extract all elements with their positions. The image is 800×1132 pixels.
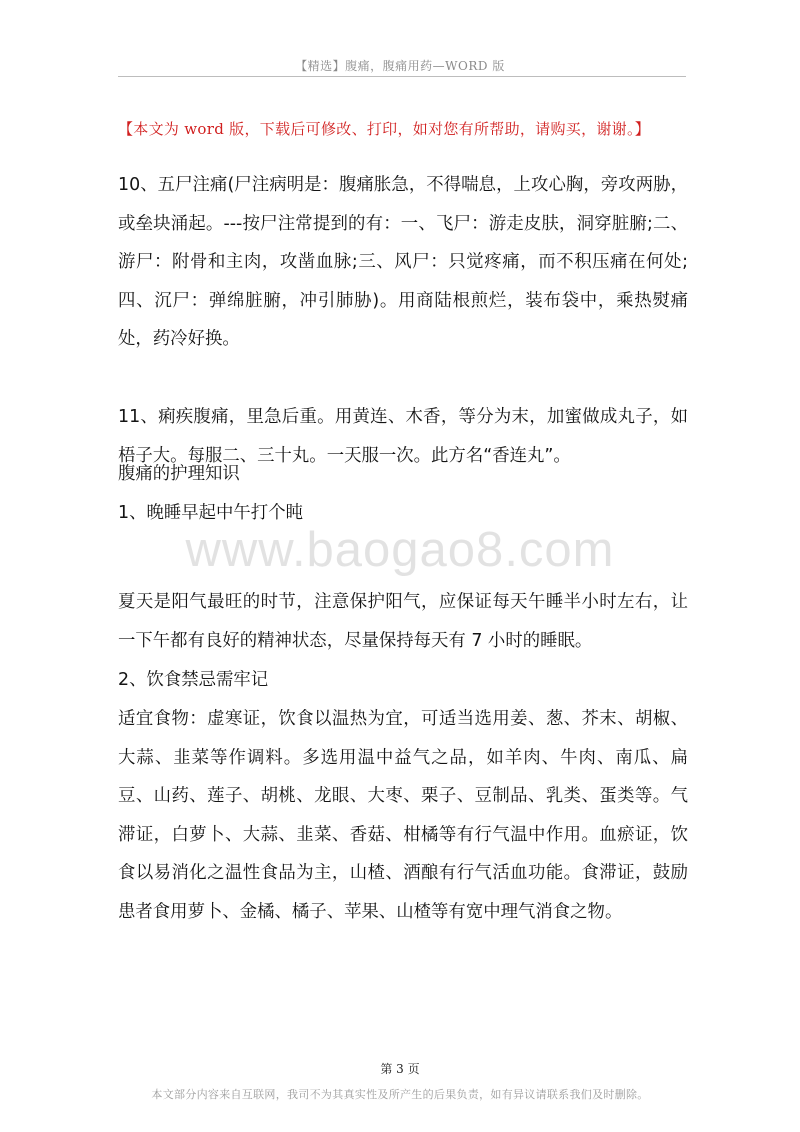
paragraph-tip-1 <box>118 583 688 660</box>
section-title-nursing: 腹痛的护理知识 <box>118 464 240 484</box>
tip-1-title: 1、晚睡早起中午打个盹 <box>118 503 303 523</box>
watermark: www.baogao8.com <box>185 523 615 577</box>
item-11-text: 11、痢疾腹痛，里急后重。用黄连、木香，等分为末，加蜜做成丸子，如梧子大。每服二、三十丸。一天服一次。此方名“香连丸”。 <box>118 407 688 466</box>
page-header: 【精选】腹痛，腹痛用药—WORD 版 <box>295 59 505 73</box>
paragraph-tip-2 <box>118 700 688 931</box>
tip-2-title: 2、饮食禁忌需牢记 <box>118 670 269 690</box>
item-10-text: 10、五尸注痛(尸注病明是：腹痛胀急，不得喘息，上攻心胸，旁攻两胁，或垒块涌起。---按尸注常提到的有：一、飞尸：游走皮肤，洞穿脏腑;二、游尸：附骨和主肉，攻凿血脉;三、风尸：只觉疼痛，而不积压痛在何处;四、沉尸：弹绵脏腑，冲引肺胁)。用商陆根煎烂，装布袋中，乘热熨痛处，药冷好换。 <box>118 175 688 349</box>
tip-2-body: 适宜食物：虚寒证，饮食以温热为宜，可适当选用姜、葱、芥末、胡椒、大蒜、韭菜等作调料。多选用温中益气之品，如羊肉、牛肉、南瓜、扁豆、山药、莲子、胡桃、龙眼、大枣、栗子、豆制品、乳类、蛋类等。气滞证，白萝卜、大蒜、韭菜、香菇、柑橘等有行气温中作用。血瘀证，饮食以易消化之温性食品为主，山楂、酒酿有行气活血功能。食滞证，鼓励患者食用萝卜、金橘、橘子、苹果、山楂等有宽中理气消食之物。 <box>118 709 688 922</box>
purchase-notice: 【本文为 word 版，下载后可修改、打印，如对您有所帮助，请购买，谢谢。】 <box>118 120 651 138</box>
paragraph-item-10 <box>118 166 688 359</box>
tip-1-body: 夏天是阳气最旺的时节，注意保护阳气，应保证每天午睡半小时左右，让一下午都有良好的精神状态，尽量保持每天有 7 小时的睡眠。 <box>118 592 688 651</box>
page-number: 第 3 页 <box>380 1062 420 1076</box>
header-divider <box>118 76 686 77</box>
page-footer-disclaimer: 本文部分内容来自互联网，我司不为其真实性及所产生的后果负责，如有异议请联系我们及时删除。 <box>151 1088 649 1101</box>
